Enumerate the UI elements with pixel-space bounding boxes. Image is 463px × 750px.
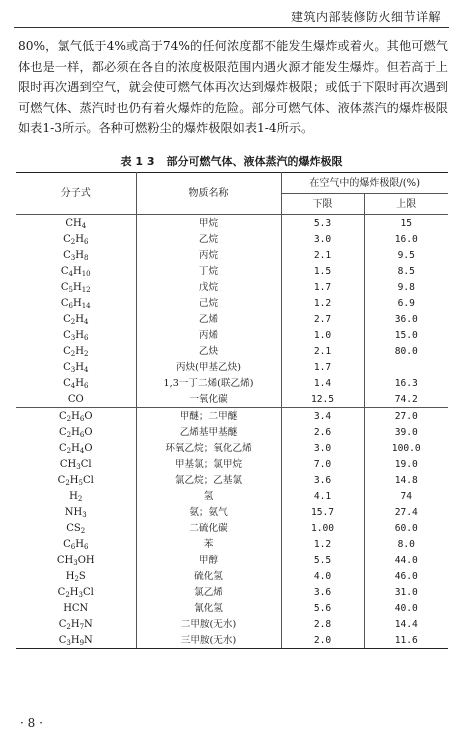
- table-row: [16, 327, 448, 343]
- cell-upper-limit: 15: [400, 217, 413, 229]
- cell-upper-limit: 31.0: [394, 586, 418, 598]
- col-header-name: 物质名称: [136, 173, 281, 215]
- table-row: [16, 279, 448, 295]
- table-row: [16, 263, 448, 279]
- cell-upper-limit: 36.0: [394, 313, 418, 325]
- cell-name: 氰化氢: [136, 600, 281, 616]
- cell-formula: $C_3H_4$: [16, 359, 136, 375]
- cell-upper-limit: 27.0: [394, 410, 418, 422]
- col-header-upper: 上限: [364, 194, 448, 215]
- cell-upper-limit: 14.8: [394, 474, 418, 486]
- cell-lower-limit: 3.6: [281, 472, 364, 488]
- body-paragraph: 80%，氯气低于4%或高于74%的任何浓度都不能发生爆炸或着火。其他可燃气体也是一样，都必须在各自的浓度极限范围内遇火源才能发生爆炸。但若高于上限时再次遇到空气，就会使可燃气体再次达到爆炸极限；或低于下限时再次遇到可燃气体、蒸汽时也仍有着火爆炸的危险。部分可燃气体、液体蒸汽的爆炸极限如表1-3所示。各种可燃粉尘的爆炸极限如表1-4所示。: [18, 39, 448, 135]
- cell-formula: $C_4H_6$: [16, 375, 136, 391]
- cell-formula: $C_2H_6O$: [16, 408, 136, 425]
- cell-formula: $C_2H_6$: [16, 231, 136, 247]
- table-row: [16, 568, 448, 584]
- table-row: [16, 536, 448, 552]
- cell-lower-limit: 12.5: [281, 391, 364, 408]
- cell-upper-limit: 74: [400, 490, 413, 502]
- table-row: [16, 295, 448, 311]
- page-number: · 8 ·: [20, 716, 43, 730]
- table-row: [16, 247, 448, 263]
- cell-lower-limit: 1.0: [281, 327, 364, 343]
- table-caption-number: 表 1 3: [120, 155, 155, 168]
- cell-lower-limit: 3.0: [281, 231, 364, 247]
- cell-lower-limit: 15.7: [281, 504, 364, 520]
- cell-upper-limit: 15.0: [394, 329, 418, 341]
- cell-upper-limit: 27.4: [394, 506, 418, 518]
- cell-name: 乙烯基甲基醚: [136, 424, 281, 440]
- header-rule: [14, 27, 449, 28]
- cell-name: 硫化氢: [136, 568, 281, 584]
- cell-name: 丙烷: [136, 247, 281, 263]
- cell-lower-limit: 2.7: [281, 311, 364, 327]
- body-text: [18, 36, 448, 139]
- cell-upper-limit: 19.0: [394, 458, 418, 470]
- cell-name: 氯乙烷；乙基氯: [136, 472, 281, 488]
- cell-name: 甲基氯；氯甲烷: [136, 456, 281, 472]
- cell-lower-limit: 1.5: [281, 263, 364, 279]
- cell-formula: $CS_2$: [16, 520, 136, 536]
- cell-formula: $C_3H_8$: [16, 247, 136, 263]
- cell-upper-limit: 100.0: [391, 442, 421, 454]
- cell-lower-limit: 3.4: [281, 408, 364, 425]
- cell-upper-limit: 80.0: [394, 345, 418, 357]
- cell-formula: $C_2H_4$: [16, 311, 136, 327]
- table-group-2: [16, 408, 448, 649]
- cell-formula: $CH_4$: [16, 215, 136, 232]
- cell-name: 一氧化碳: [136, 391, 281, 408]
- cell-lower-limit: 1.4: [281, 375, 364, 391]
- table-row: [16, 616, 448, 632]
- cell-name: 己烷: [136, 295, 281, 311]
- cell-name: 环氧乙烷；氧化乙烯: [136, 440, 281, 456]
- cell-lower-limit: 3.6: [281, 584, 364, 600]
- table-row: [16, 359, 448, 375]
- table-group-1: [16, 215, 448, 408]
- cell-formula: $C_2H_4O$: [16, 440, 136, 456]
- cell-name: 三甲胺(无水): [136, 632, 281, 649]
- cell-lower-limit: 2.8: [281, 616, 364, 632]
- cell-formula: $CH_3Cl$: [16, 456, 136, 472]
- cell-name: 甲烷: [136, 215, 281, 232]
- table-caption: [0, 153, 463, 169]
- cell-upper-limit: 9.5: [397, 249, 415, 261]
- cell-lower-limit: 1.2: [281, 536, 364, 552]
- cell-formula: $C_4H_{10}$: [16, 263, 136, 279]
- cell-name: 丁烷: [136, 263, 281, 279]
- cell-lower-limit: 5.3: [281, 215, 364, 232]
- cell-upper-limit: 60.0: [394, 522, 418, 534]
- cell-name: 乙炔: [136, 343, 281, 359]
- cell-lower-limit: 1.00: [281, 520, 364, 536]
- cell-upper-limit: 39.0: [394, 426, 418, 438]
- cell-name: 丙烯: [136, 327, 281, 343]
- cell-formula: $H_2$: [16, 488, 136, 504]
- cell-formula: $C_3H_6$: [16, 327, 136, 343]
- cell-lower-limit: 5.5: [281, 552, 364, 568]
- cell-upper-limit: 74.2: [364, 391, 448, 408]
- cell-lower-limit: 3.0: [281, 440, 364, 456]
- col-header-lower: 下限: [281, 194, 364, 215]
- cell-upper-limit: 44.0: [394, 554, 418, 566]
- cell-name: 苯: [136, 536, 281, 552]
- col-header-formula: 分子式: [16, 173, 136, 215]
- table-row: [16, 632, 448, 649]
- cell-formula: $C_2H_6O$: [16, 424, 136, 440]
- cell-upper-limit: 6.9: [397, 297, 415, 309]
- cell-lower-limit: 1.2: [281, 295, 364, 311]
- table-row: [16, 600, 448, 616]
- cell-lower-limit: 2.0: [281, 632, 364, 649]
- table-row: [16, 472, 448, 488]
- cell-name: 氨；氨气: [136, 504, 281, 520]
- cell-upper-limit: 16.3: [394, 377, 418, 389]
- cell-upper-limit: 14.4: [394, 618, 418, 630]
- cell-upper-limit: 46.0: [394, 570, 418, 582]
- cell-lower-limit: 2.1: [281, 343, 364, 359]
- cell-name: 1,3一丁二烯(联乙烯): [136, 375, 281, 391]
- cell-lower-limit: 2.1: [281, 247, 364, 263]
- table-row: [16, 504, 448, 520]
- table-row: [16, 456, 448, 472]
- table-row: [16, 311, 448, 327]
- cell-lower-limit: 4.1: [281, 488, 364, 504]
- cell-lower-limit: 7.0: [281, 456, 364, 472]
- cell-upper-limit: 16.0: [394, 233, 418, 245]
- cell-name: 二硫化碳: [136, 520, 281, 536]
- table-row: [16, 215, 448, 232]
- cell-formula: $C_6H_{14}$: [16, 295, 136, 311]
- cell-name: 乙烯: [136, 311, 281, 327]
- table-row: [16, 520, 448, 536]
- cell-formula: $C_2H_3Cl$: [16, 584, 136, 600]
- table-caption-title: 部分可燃气体、液体蒸汽的爆炸极限: [166, 155, 343, 168]
- cell-formula: $C_2H_2$: [16, 343, 136, 359]
- cell-formula: $NH_3$: [16, 504, 136, 520]
- cell-formula: CO: [16, 391, 136, 408]
- cell-formula: HCN: [16, 600, 136, 616]
- table-row: [16, 424, 448, 440]
- table-row: [16, 440, 448, 456]
- cell-formula: $CH_3OH$: [16, 552, 136, 568]
- cell-name: 乙烷: [136, 231, 281, 247]
- cell-upper-limit: 11.6: [364, 632, 448, 649]
- cell-lower-limit: 1.7: [281, 279, 364, 295]
- cell-name: 二甲胺(无水): [136, 616, 281, 632]
- cell-name: 甲醇: [136, 552, 281, 568]
- cell-formula: $C_3H_9N$: [16, 632, 136, 649]
- cell-formula: $C_2H_7N$: [16, 616, 136, 632]
- cell-upper-limit: 8.5: [397, 265, 415, 277]
- cell-upper-limit: 8.0: [397, 538, 415, 550]
- cell-formula: $C_5H_{12}$: [16, 279, 136, 295]
- running-header-title: 建筑内部装修防火细节详解: [290, 10, 441, 24]
- table-row: [16, 391, 448, 408]
- cell-upper-limit: 9.8: [397, 281, 415, 293]
- cell-name: 甲醚；二甲醚: [136, 408, 281, 425]
- cell-name: 氢: [136, 488, 281, 504]
- cell-lower-limit: 5.6: [281, 600, 364, 616]
- cell-name: 氯乙烯: [136, 584, 281, 600]
- cell-formula: $C_2H_5Cl$: [16, 472, 136, 488]
- cell-formula: $C_6H_6$: [16, 536, 136, 552]
- table-row: [16, 343, 448, 359]
- table-row: [16, 375, 448, 391]
- cell-name: 戊烷: [136, 279, 281, 295]
- cell-lower-limit: 4.0: [281, 568, 364, 584]
- cell-lower-limit: 1.7: [281, 359, 364, 375]
- col-header-limits: 在空气中的爆炸极限/(%): [281, 173, 448, 194]
- table-row: [16, 584, 448, 600]
- table-row: [16, 231, 448, 247]
- table-row: [16, 488, 448, 504]
- table-row: [16, 408, 448, 425]
- cell-upper-limit: [364, 359, 448, 375]
- cell-lower-limit: 2.6: [281, 424, 364, 440]
- cell-upper-limit: 40.0: [394, 602, 418, 614]
- cell-name: 丙炔(甲基乙炔): [136, 359, 281, 375]
- explosion-limits-table: [16, 172, 448, 649]
- table-row: [16, 552, 448, 568]
- cell-formula: $H_2S$: [16, 568, 136, 584]
